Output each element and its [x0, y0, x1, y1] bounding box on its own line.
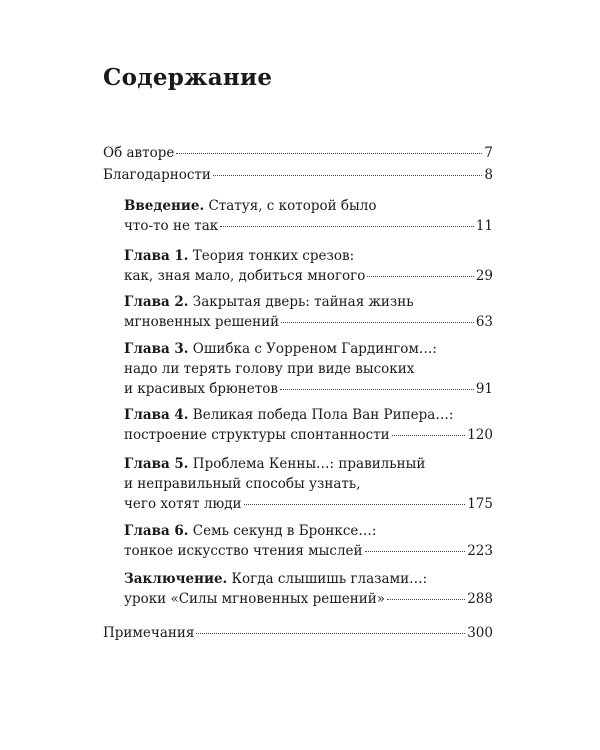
toc-entry-notes[interactable] [103, 623, 493, 643]
entry-title-line-3: и красивых брюнетов [124, 381, 278, 397]
toc-entry-chapter-5[interactable] [124, 454, 493, 514]
dot-leader [220, 226, 474, 227]
toc-entry-title: Благодарности [103, 167, 211, 183]
entry-title-line-1: Семь секунд в Бронксе…: [188, 523, 377, 539]
entry-label: Заключение. [124, 571, 228, 587]
dot-leader [365, 551, 466, 552]
page-number: 288 [467, 591, 493, 607]
page-number: 91 [475, 381, 493, 397]
dot-leader [281, 322, 474, 323]
entry-title-line-1: Закрытая дверь: тайная жизнь [188, 294, 414, 310]
entry-title-line-2: надо ли терять голову при виде высоких [124, 361, 415, 377]
entry-label: Глава 4. [124, 407, 189, 423]
dot-leader [213, 175, 483, 176]
entry-title-line-2: что-то не так [124, 218, 219, 234]
dot-leader [244, 504, 466, 505]
entry-title-line-1: Теория тонких срезов: [188, 248, 355, 264]
dot-leader [367, 276, 473, 277]
toc-entry-intro[interactable] [124, 196, 493, 236]
dot-leader [280, 389, 474, 390]
page-number: 11 [475, 218, 493, 234]
page-number: 223 [467, 543, 493, 559]
entry-title-line-1: Проблема Кенны…: правильный [188, 456, 426, 472]
toc-entry-title: Об авторе [103, 145, 175, 161]
page-number: 8 [484, 167, 493, 183]
page-title: Содержание [103, 64, 273, 91]
toc-entry-chapter-4[interactable] [124, 405, 493, 445]
entry-label: Глава 1. [124, 248, 189, 264]
toc-entry-thanks[interactable] [103, 165, 493, 185]
dot-leader [176, 153, 482, 154]
entry-title-line-1: Великая победа Пола Ван Рипера…: [188, 407, 454, 423]
toc-entry-chapter-2[interactable] [124, 292, 493, 332]
entry-label: Глава 6. [124, 523, 189, 539]
page-number: 120 [467, 427, 493, 443]
page-number: 29 [475, 268, 493, 284]
page-number: 175 [467, 496, 493, 512]
toc-entry-title: Примечания [103, 625, 195, 641]
toc-entry-about[interactable] [103, 143, 493, 163]
entry-title-line-2: тонкое искусство чтения мыслей [124, 543, 363, 559]
entry-title-line-2: уроки «Силы мгновенных решений» [124, 591, 385, 607]
dot-leader [387, 599, 465, 600]
toc-entry-conclusion[interactable] [124, 569, 493, 609]
entry-title-line-2: построение структуры спонтанности [124, 427, 390, 443]
entry-label: Введение. [124, 198, 205, 214]
page-number: 7 [484, 145, 493, 161]
entry-title-line-1: Когда слышишь глазами…: [227, 571, 428, 587]
entry-title-line-2: мгновенных решений [124, 314, 280, 330]
entry-title-line-2: и неправильный способы узнать, [124, 476, 361, 492]
entry-label: Глава 3. [124, 341, 189, 357]
dot-leader [196, 633, 465, 634]
entry-label: Глава 5. [124, 456, 189, 472]
toc-entry-chapter-1[interactable] [124, 246, 493, 286]
entry-title-line-2: как, зная мало, добиться многого [124, 268, 366, 284]
page-number: 300 [467, 625, 493, 641]
entry-title-line-1: Ошибка с Уорреном Гардингом…: [188, 341, 437, 357]
entry-title-line-3: чего хотят люди [124, 496, 242, 512]
dot-leader [392, 435, 466, 436]
entry-label: Глава 2. [124, 294, 189, 310]
page-number: 63 [475, 314, 493, 330]
toc-entry-chapter-3[interactable] [124, 339, 493, 399]
toc-entry-chapter-6[interactable] [124, 521, 493, 561]
entry-title-line-1: Статуя, с которой было [204, 198, 377, 214]
